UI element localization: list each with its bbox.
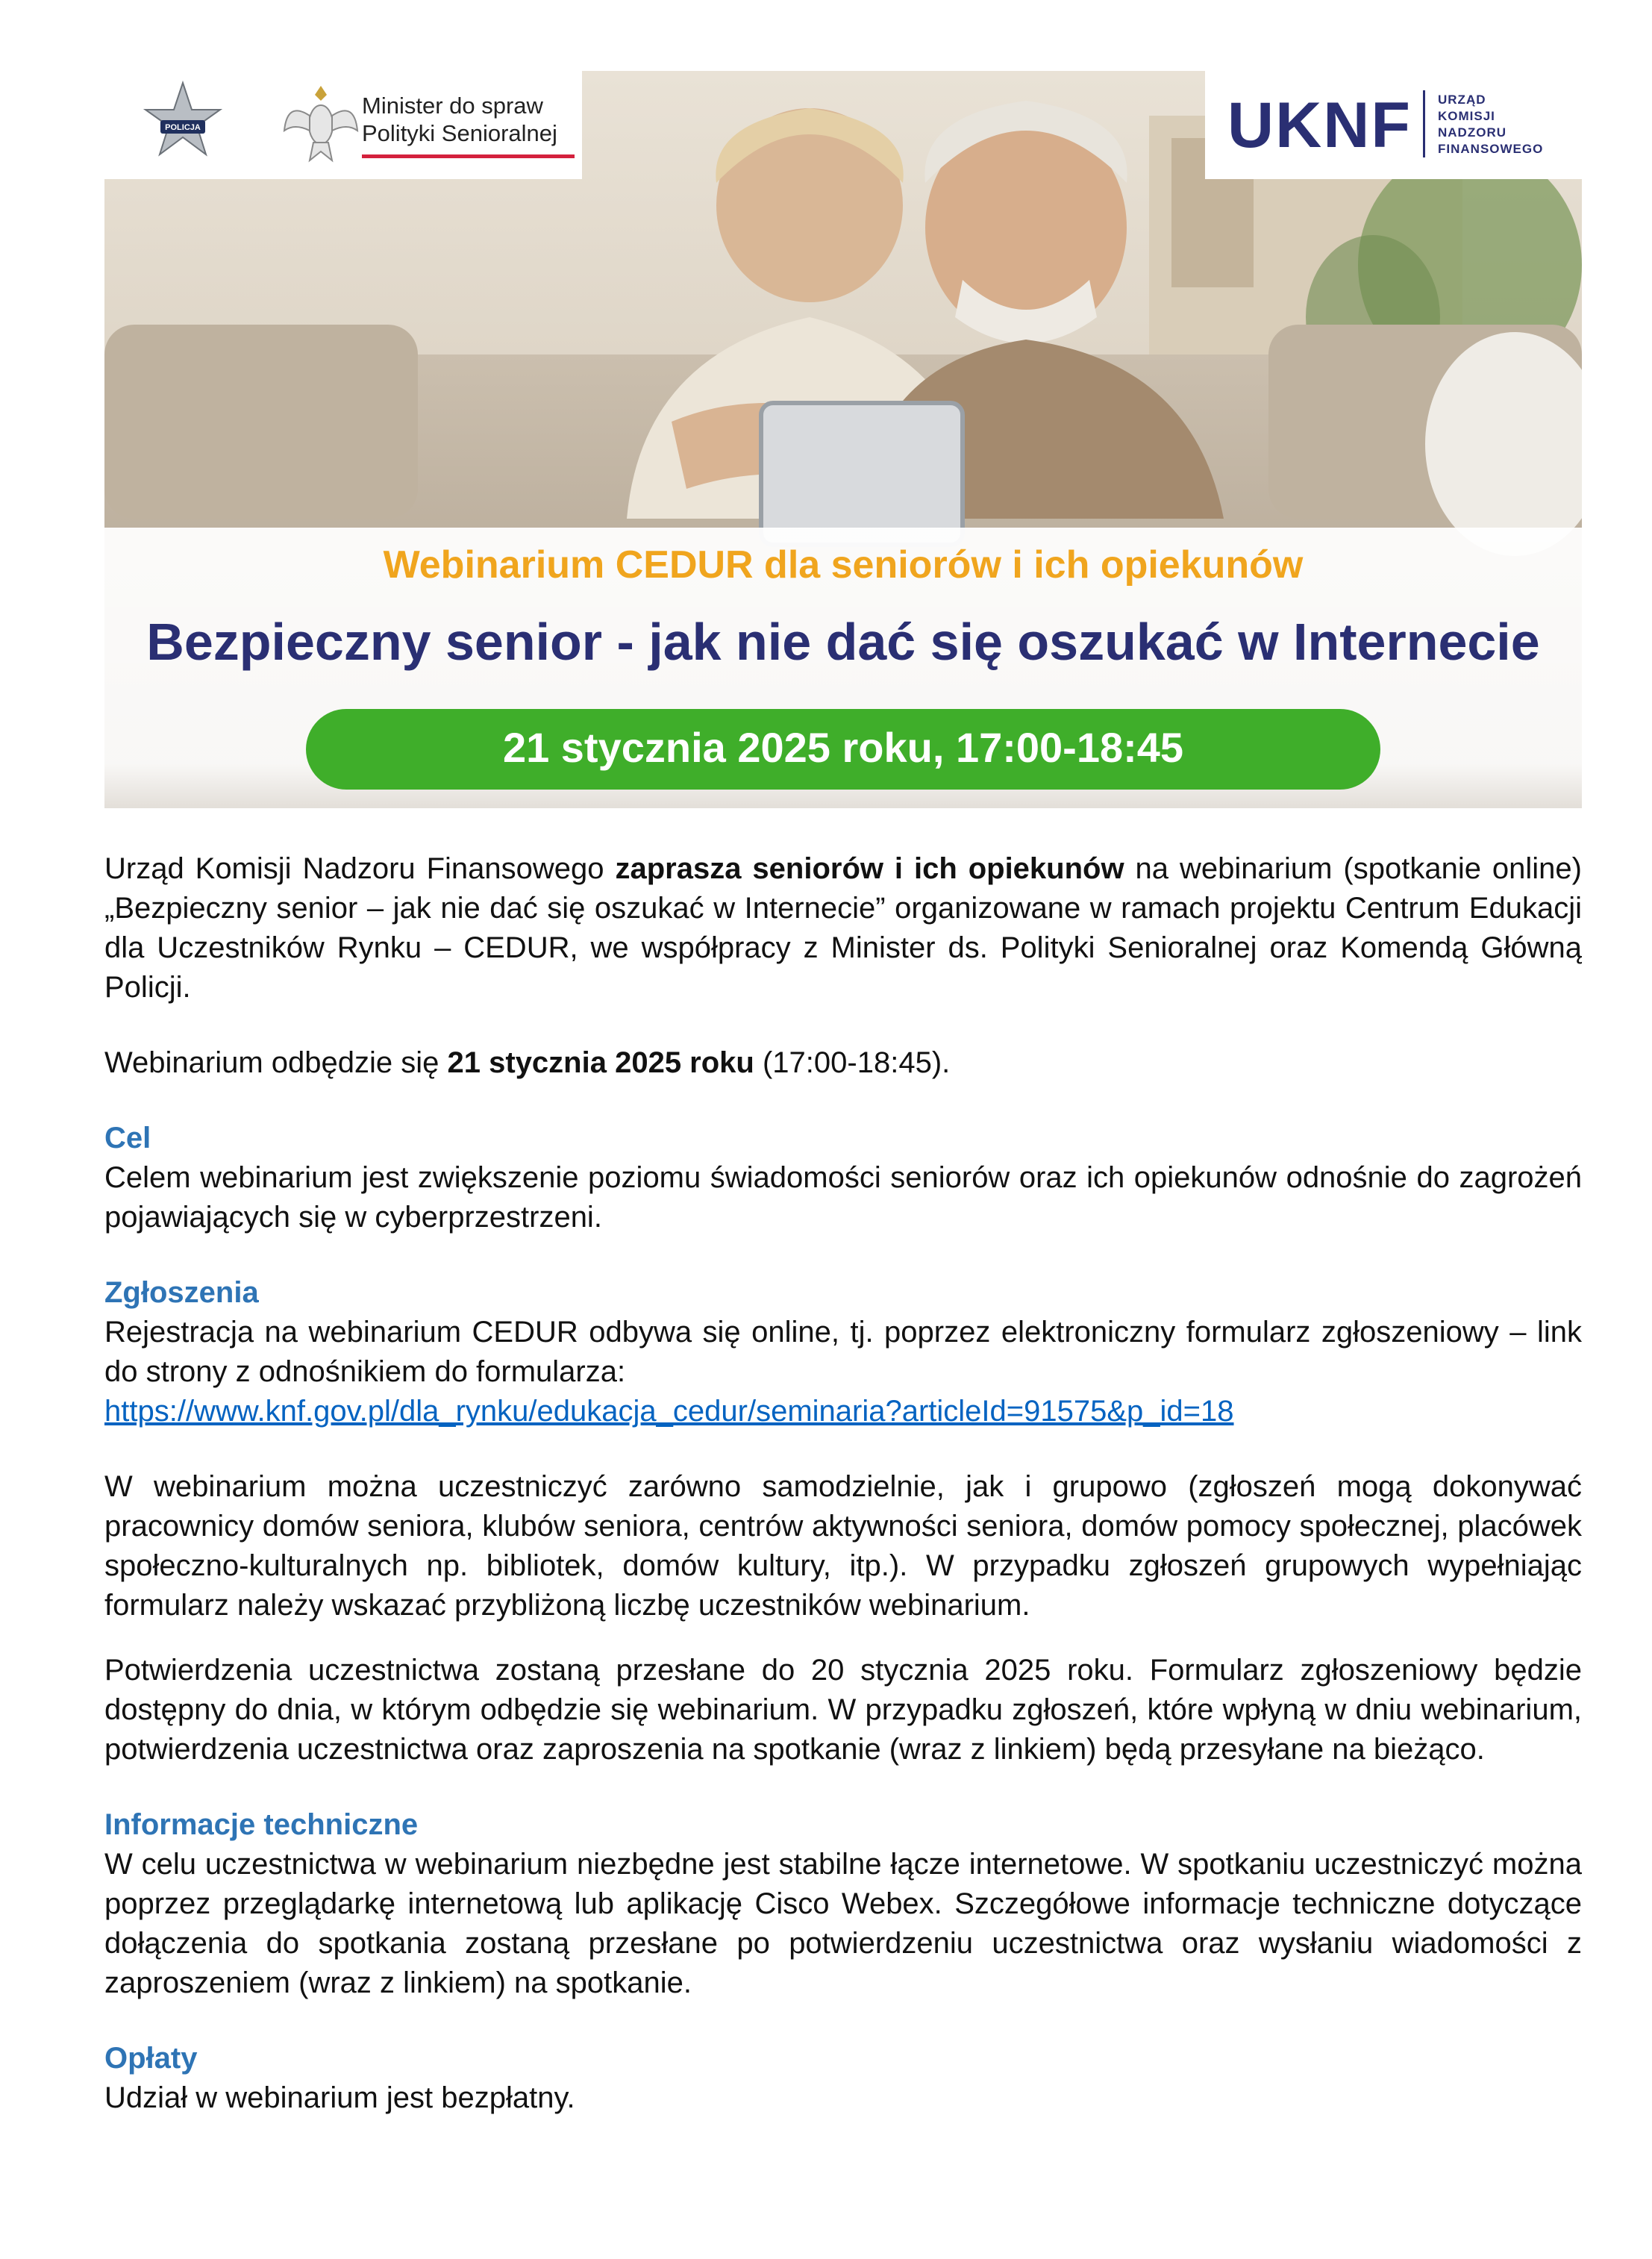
uknf-sub-line-2: KOMISJI xyxy=(1438,109,1495,123)
intro-text-b: na webinarium (spotkanie online) „Bezpieczny senior – jak nie dać się oszukać w Internecie” organizowane w ramach projektu Centrum Edukacji dla Uczestników Rynku – CEDUR, we współpracy z Minister ds. Polityki Senioralnej oraz Komendą Główną Policji. xyxy=(104,852,1582,1004)
uknf-subtitle xyxy=(1438,92,1543,157)
minister-red-rule xyxy=(362,154,575,158)
section-heading-tech: Informacje techniczne xyxy=(104,1808,419,1841)
section-heading-zgloszenia: Zgłoszenia xyxy=(104,1276,259,1309)
zgloszenia-paragraph: Rejestracja na webinarium CEDUR odbywa się online, tj. poprzez elektroniczny formularz zgłoszeniowy – link do strony z odnośnikiem do formularza: xyxy=(104,1316,1582,1388)
cel-paragraph: Celem webinarium jest zwiększenie poziomu świadomości seniorów oraz ich opiekunów odnośnie do zagrożeń pojawiających się w cyberprzestrzeni. xyxy=(104,1161,1582,1234)
webinar-banner xyxy=(104,71,1582,808)
tech-paragraph: W celu uczestnictwa w webinarium niezbędne jest stabilne łącze internetowe. W spotkaniu uczestniczyć można poprzez przeglądarkę internetową lub aplikację Cisco Webex. Szczegółowe informacje techniczne dotyczące dołączenia do spotkania zostaną przesłane po potwierdzeniu uczestnictwa oraz wysłaniu wiadomości z zaproszeniem (wraz z linkiem) na spotkanie. xyxy=(104,1848,1582,1999)
white-eagle-icon xyxy=(280,78,362,168)
date-paragraph xyxy=(104,1043,1582,1083)
uknf-separator xyxy=(1423,90,1425,157)
date-text-bold: 21 stycznia 2025 roku xyxy=(447,1046,754,1079)
registration-link-line xyxy=(104,1392,1582,1431)
uknf-sub-line-3: NADZORU xyxy=(1438,125,1506,140)
intro-text-a: Urząd Komisji Nadzoru Finansowego xyxy=(104,852,616,885)
police-label: POLICJA xyxy=(165,123,201,132)
date-text-a: Webinarium odbędzie się xyxy=(104,1046,448,1079)
uknf-sub-line-4: FINANSOWEGO xyxy=(1438,142,1544,156)
police-star-icon xyxy=(138,80,228,169)
date-text-b: (17:00-18:45). xyxy=(754,1046,951,1079)
banner-date: 21 stycznia 2025 roku, 17:00-18:45 xyxy=(502,724,1184,771)
minister-line-1: Minister do spraw xyxy=(362,93,543,119)
registration-link[interactable]: https://www.knf.gov.pl/dla_rynku/edukacja_cedur/seminaria?articleId=91575&p_id=18 xyxy=(104,1395,1234,1428)
banner-title: Bezpieczny senior - jak nie dać się oszukać w Internecie xyxy=(146,613,1540,671)
intro-text-bold: zaprasza seniorów i ich opiekunów xyxy=(615,852,1124,885)
intro-paragraph xyxy=(104,849,1582,1007)
partner-logos xyxy=(104,71,582,179)
uknf-wordmark: UKNF xyxy=(1227,90,1412,161)
uknf-sub-line-1: URZĄD xyxy=(1438,93,1486,107)
minister-logo-text xyxy=(362,92,557,147)
uknf-logo xyxy=(1205,71,1582,179)
minister-line-2: Polityki Senioralnej xyxy=(362,120,557,146)
participation-paragraph: W webinarium można uczestniczyć zarówno samodzielnie, jak i grupowo (zgłoszeń mogą dokonywać pracownicy domów seniora, klubów seniora, centrów aktywności seniora, domów pomocy społecznej, placówek społeczno-kulturalnych np. bibliotek, domów kultury, itp.). W przypadku zgłoszeń grupowych wypełniając formularz należy wskazać przybliżoną liczbę uczestników webinarium. xyxy=(104,1470,1582,1622)
oplaty-paragraph: Udział w webinarium jest bezpłatny. xyxy=(104,2081,575,2114)
confirmation-paragraph: Potwierdzenia uczestnictwa zostaną przesłane do 20 stycznia 2025 roku. Formularz zgłoszeniowy będzie dostępny do dnia, w którym odbędzie się webinarium. W przypadku zgłoszeń, które wpłyną w dniu webinarium, potwierdzenia uczestnictwa oraz zaproszenia na spotkanie (wraz z linkiem) będą przesyłane na bieżąco. xyxy=(104,1654,1582,1766)
section-heading-oplaty: Opłaty xyxy=(104,2042,198,2075)
document-body xyxy=(104,849,1582,2118)
section-heading-cel: Cel xyxy=(104,1122,151,1155)
banner-tagline: Webinarium CEDUR dla seniorów i ich opiekunów xyxy=(383,543,1304,587)
